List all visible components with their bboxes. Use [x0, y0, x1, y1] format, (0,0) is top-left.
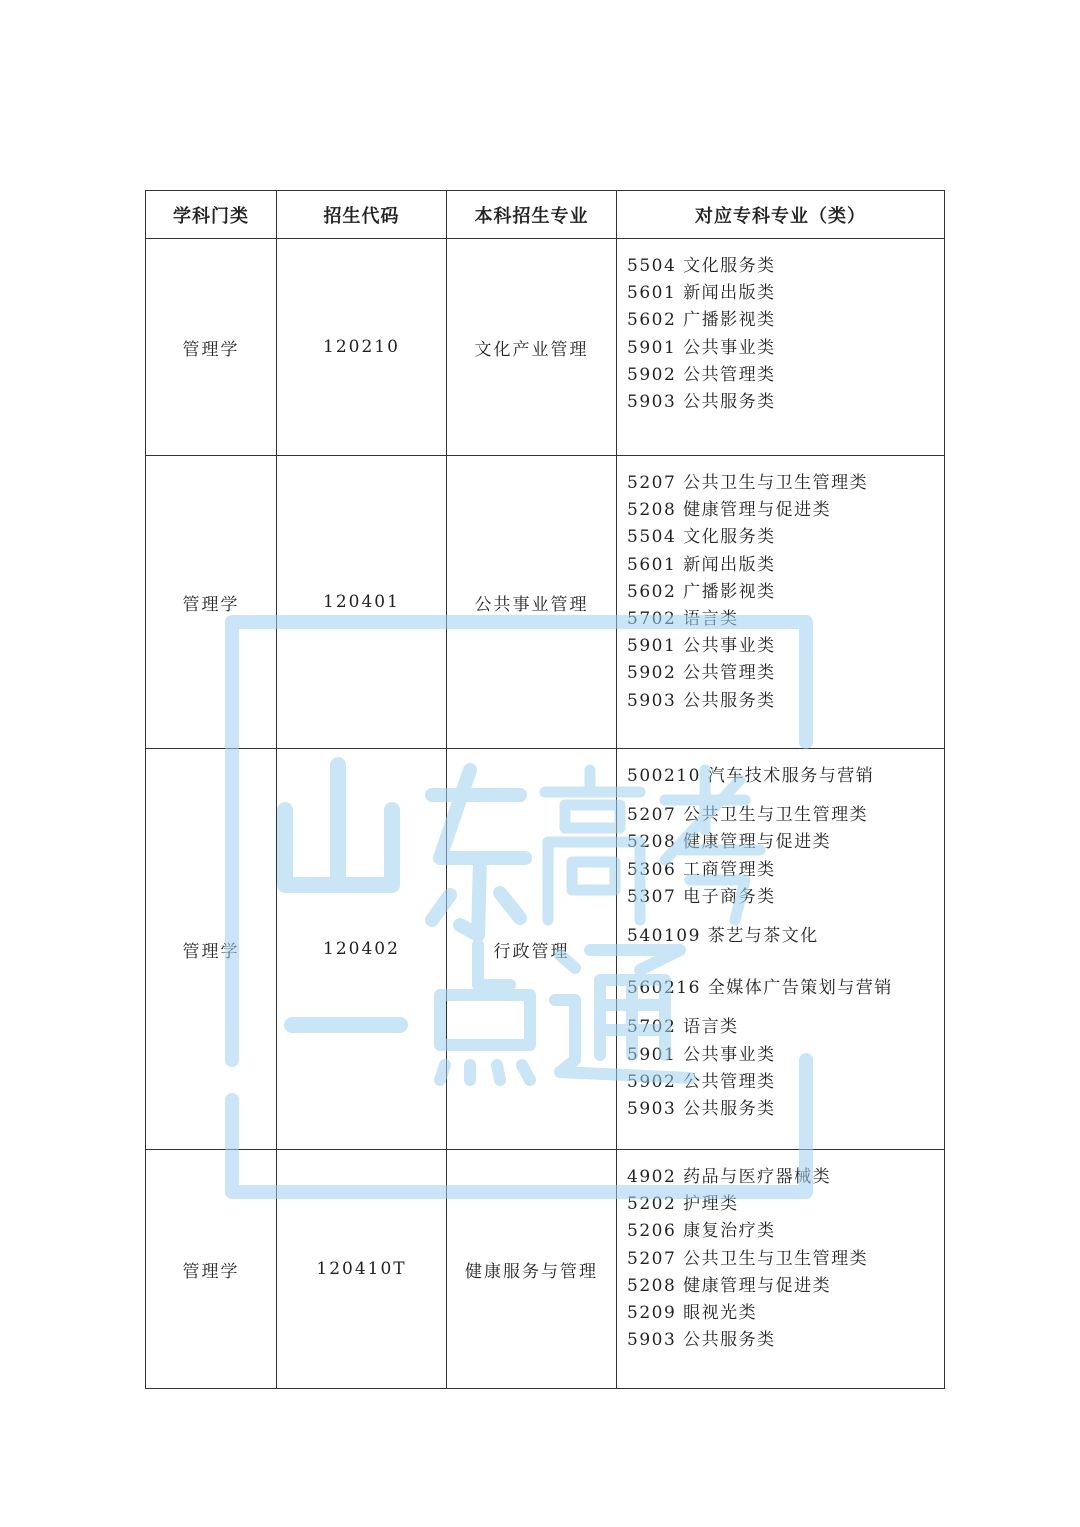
related-major-item: 5602 广播影视类 — [627, 310, 776, 331]
related-major-item: 5207 公共卫生与卫生管理类 — [627, 805, 869, 826]
related-major-item: 4902 药品与医疗器械类 — [627, 1167, 832, 1187]
code-cell: 120410T — [277, 1150, 447, 1389]
related-major-item: 5504 文化服务类 — [627, 256, 776, 276]
related-major-item: 5903 公共服务类 — [627, 690, 776, 711]
related-majors-cell — [617, 239, 945, 456]
related-major-item: 5206 康复治疗类 — [627, 1221, 776, 1242]
related-major-item: 5902 公共管理类 — [627, 663, 776, 684]
related-major-item: 5207 公共卫生与卫生管理类 — [627, 473, 869, 493]
related-major-item: 5903 公共服务类 — [627, 1330, 776, 1351]
major-cell: 文化产业管理 — [447, 239, 617, 456]
related-major-item: 5202 护理类 — [627, 1194, 739, 1215]
category-cell: 管理学 — [146, 239, 277, 456]
related-major-item: 5702 语言类 — [627, 1017, 739, 1038]
related-majors-cell — [617, 1150, 945, 1389]
related-major-item: 5307 电子商务类 — [627, 886, 776, 907]
related-major-item: 540109 茶艺与茶文化 — [627, 926, 819, 947]
related-major-item: 5901 公共事业类 — [627, 636, 776, 657]
related-major-item: 5601 新闻出版类 — [627, 283, 776, 304]
related-major-item: 5208 健康管理与促进类 — [627, 500, 832, 521]
header-code: 招生代码 — [277, 191, 447, 239]
related-major-item: 5208 健康管理与促进类 — [627, 832, 832, 853]
category-cell: 管理学 — [146, 749, 277, 1150]
category-cell: 管理学 — [146, 456, 277, 749]
related-major-item: 5903 公共服务类 — [627, 1099, 776, 1120]
major-cell: 行政管理 — [447, 749, 617, 1150]
table-row — [146, 456, 945, 749]
code-cell: 120402 — [277, 749, 447, 1150]
related-major-item: 5903 公共服务类 — [627, 392, 776, 413]
related-major-item: 5209 眼视光类 — [627, 1303, 758, 1324]
related-major-item: 5901 公共事业类 — [627, 1044, 776, 1065]
related-majors-cell — [617, 456, 945, 749]
header-major: 本科招生专业 — [447, 191, 617, 239]
header-related: 对应专科专业（类） — [617, 191, 945, 239]
related-major-item: 5207 公共卫生与卫生管理类 — [627, 1248, 869, 1269]
related-major-item: 5504 文化服务类 — [627, 527, 776, 548]
related-major-item: 5602 广播影视类 — [627, 581, 776, 602]
related-major-item: 5902 公共管理类 — [627, 364, 776, 385]
related-major-item: 5901 公共事业类 — [627, 337, 776, 358]
related-major-item: 5208 健康管理与促进类 — [627, 1275, 832, 1296]
code-cell: 120401 — [277, 456, 447, 749]
table-row — [146, 749, 945, 1150]
related-major-item: 5306 工商管理类 — [627, 859, 776, 880]
related-major-item: 5702 语言类 — [627, 609, 739, 630]
related-major-item: 5601 新闻出版类 — [627, 554, 776, 575]
major-cell: 公共事业管理 — [447, 456, 617, 749]
category-cell: 管理学 — [146, 1150, 277, 1389]
major-cell: 健康服务与管理 — [447, 1150, 617, 1389]
table-header-row — [146, 191, 945, 239]
header-category: 学科门类 — [146, 191, 277, 239]
table-row — [146, 239, 945, 456]
related-majors-cell — [617, 749, 945, 1150]
table-row — [146, 1150, 945, 1389]
related-major-item: 5902 公共管理类 — [627, 1071, 776, 1092]
related-major-item: 500210 汽车技术服务与营销 — [627, 766, 875, 786]
code-cell: 120210 — [277, 239, 447, 456]
related-major-item: 560216 全媒体广告策划与营销 — [627, 978, 893, 999]
major-mapping-table — [145, 190, 945, 1389]
